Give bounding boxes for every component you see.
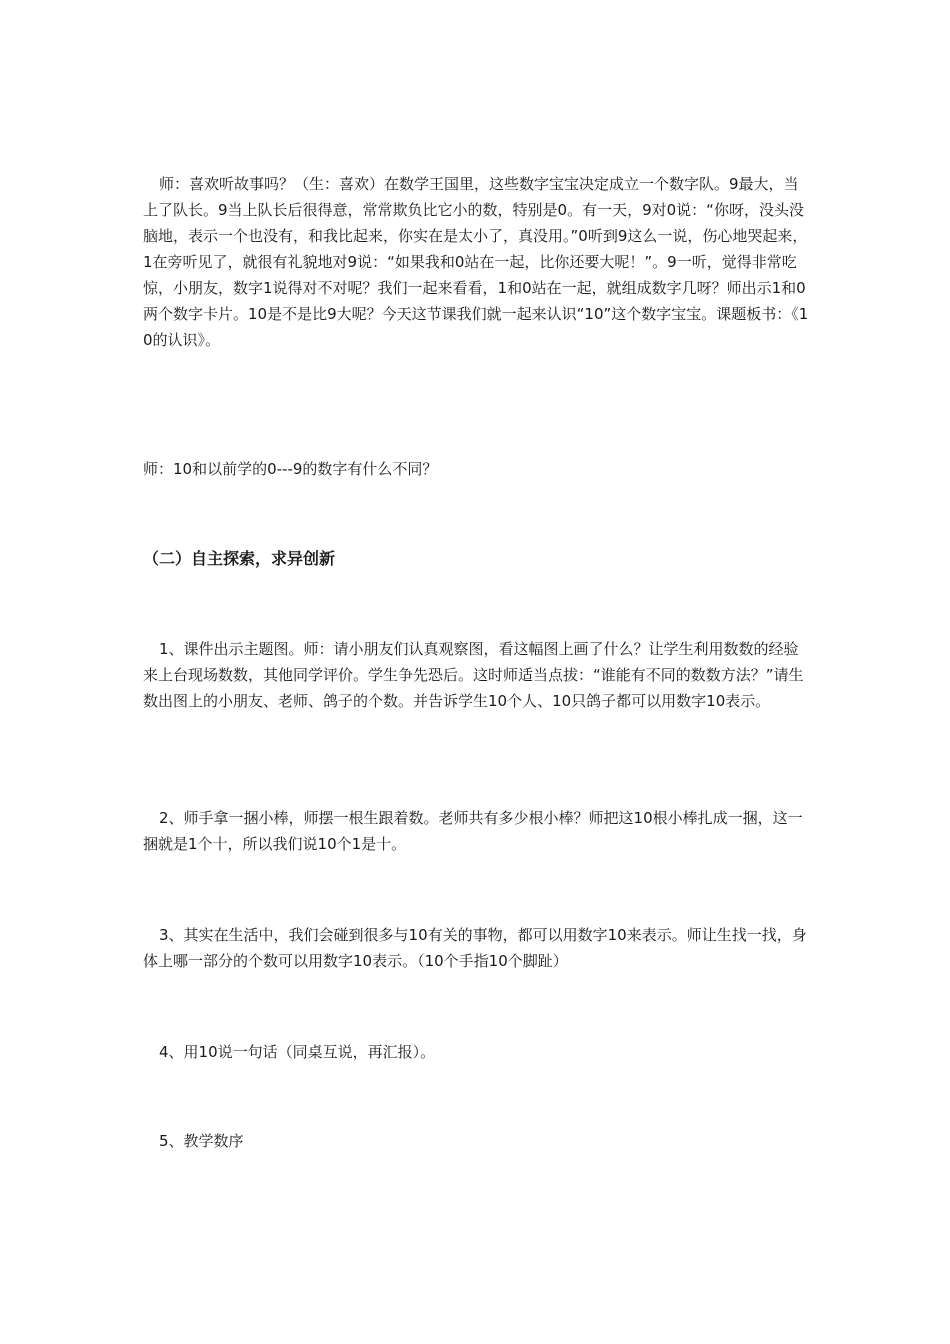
section-heading: （二）自主探索，求异创新 [143,549,336,568]
list-item: 3、其实在生活中，我们会碰到很多与10有关的事物，都可以用数字10来表示。师让生找一找，身体上哪一部分的个数可以用数字10表示。（10个手指10个脚趾） [143,926,807,970]
list-item: 2、师手拿一捆小棒，师摆一根生跟着数。老师共有多少根小棒？师把这10根小棒扎成一捆，这一捆就是1个十，所以我们说10个1是十。 [143,809,803,853]
list-item: 1、课件出示主题图。师：请小朋友们认真观察图，看这幅图上画了什么？让学生利用数数的经验来上台现场数数，其他同学评价。学生争先恐后。这时师适当点拔：“谁能有不同的数数方法？”请生数出图上的小朋友、老师、鸽子的个数。并告诉学生10个人、10只鸽子都可以用数字10表示。 [143,640,804,710]
list-item: 5、教学数序 [159,1132,244,1150]
list-item: 4、用10说一句话（同桌互说，再汇报）。 [159,1043,436,1061]
story-paragraph: 师：喜欢听故事吗？（生：喜欢）在数学王国里，这些数字宝宝决定成立一个数字队。9最大，当上了队长。9当上队长后很得意，常常欺负比它小的数，特别是0。有一天，9对0说：“你呀，没头没脑地，表示一个也没有，和我比起来，你实在是太小了，真没用。”0听到9这么一说，伤心地哭起来，1在旁听见了，就很有礼貌地对9说：“如果我和0站在一起，比你还要大呢！”。9一听，觉得非常吃惊，小朋友，数字1说得对不对呢？我们一起来看看，1和0站在一起，就组成数字几呀？师出示1和0两个数字卡片。10是不是比9大呢？今天这节课我们就一起来认识“10”这个数字宝宝。课题板书：《10的认识》。 [143,175,809,349]
question-paragraph: 师：10和以前学的0---9的数字有什么不同？ [143,460,438,478]
